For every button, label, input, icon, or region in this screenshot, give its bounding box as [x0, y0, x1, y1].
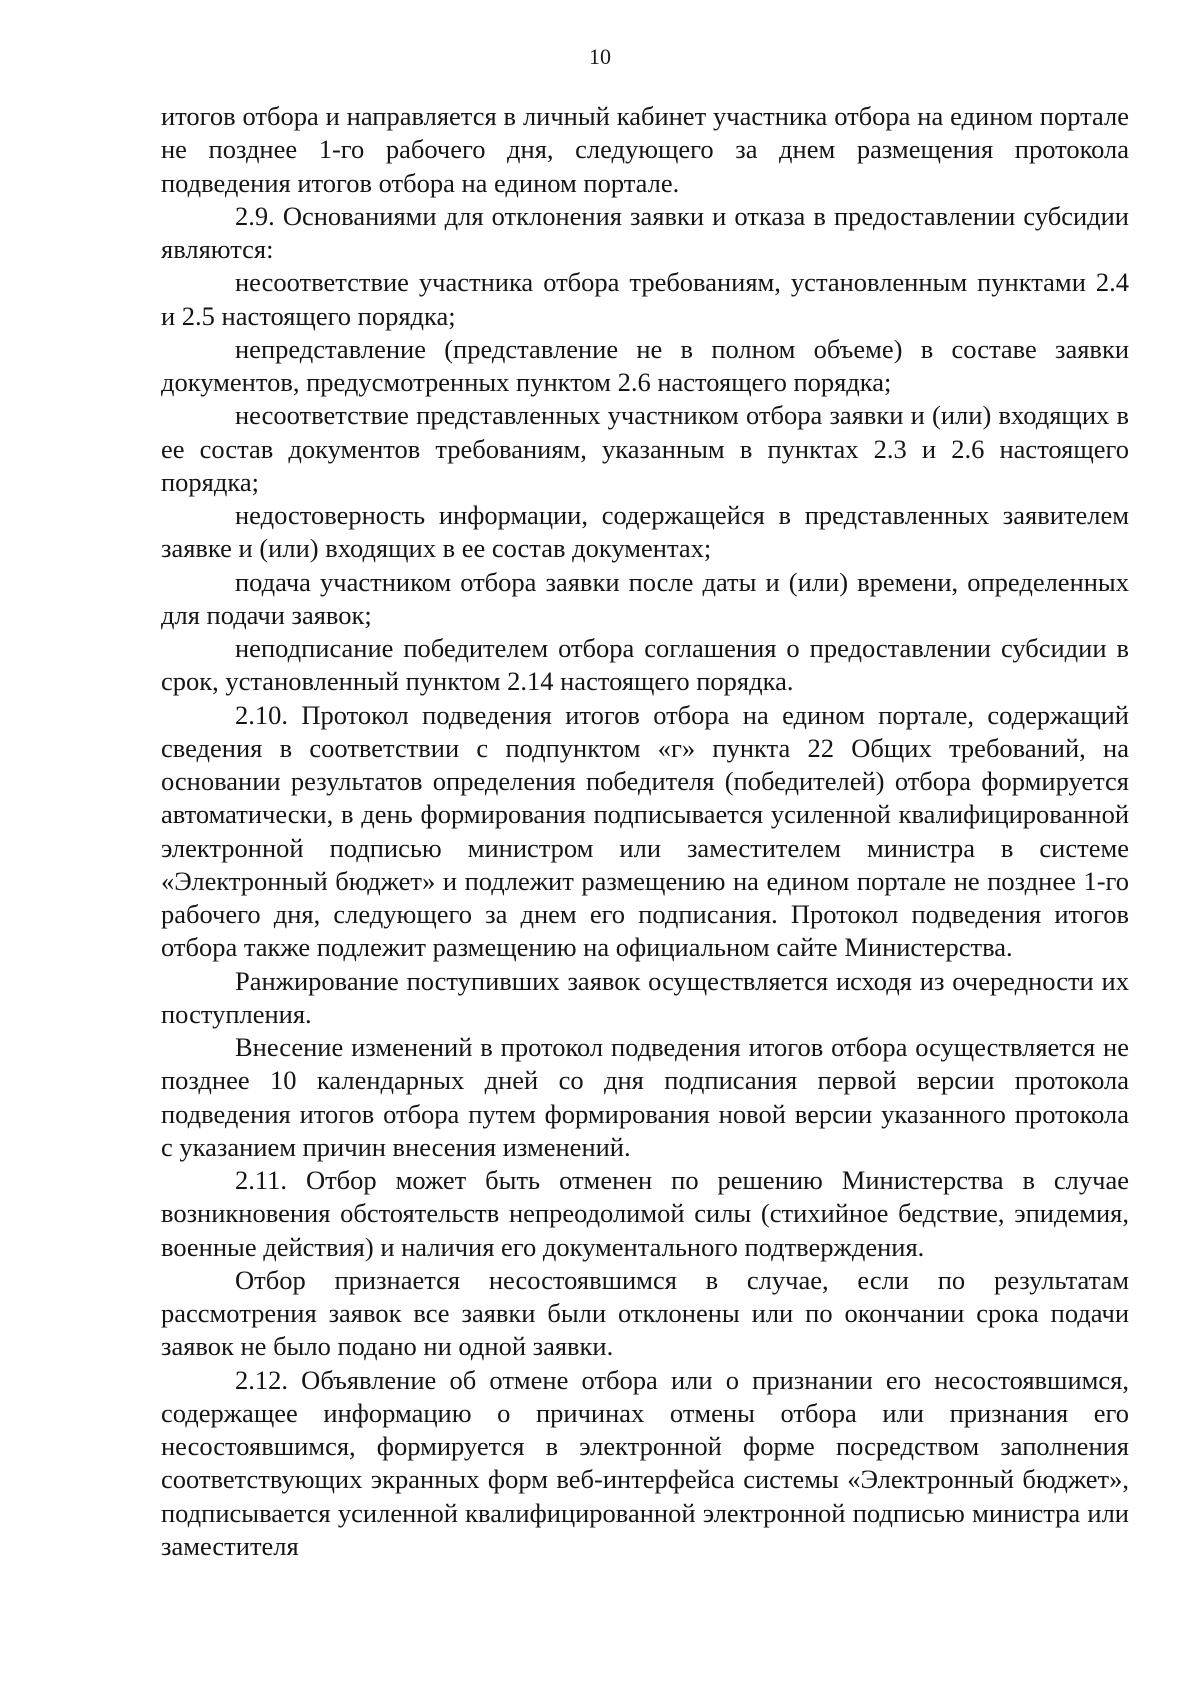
paragraph-2-9: 2.9. Основаниями для отклонения заявки и отказа в предоставлении субсидии являются: — [161, 200, 1129, 264]
list-item-ground-1: несоответствие участника отбора требованиям, установленным пунктами 2.4 и 2.5 настоящего порядка; — [161, 267, 1129, 331]
paragraph-2-10: 2.10. Протокол подведения итогов отбора на едином портале, содержащий сведения в соответствии с подпунктом «г» пункта 22 Общих требований, на основании результатов определения победителя (победителей) отбора формируется автоматически, в день формирования подписывается усиленной квалифицированной электронной подписью министром или заместителем министра в системе «Электронный бюджет» и подлежит размещению на едином портале не позднее 1-го рабочего дня, следующего за днем его подписания. Протокол подведения итогов отбора также подлежит размещению на официальном сайте Министерства. — [161, 699, 1129, 963]
paragraph-ranking: Ранжирование поступивших заявок осуществляется исходя из очередности их поступления. — [161, 965, 1129, 1029]
list-item-ground-4: недостоверность информации, содержащейся в представленных заявителем заявке и (или) входящих в ее состав документах; — [161, 500, 1129, 564]
list-item-ground-6: неподписание победителем отбора соглашения о предоставлении субсидии в срок, установленный пунктом 2.14 настоящего порядка. — [161, 633, 1129, 697]
paragraph-2-11: 2.11. Отбор может быть отменен по решению Министерства в случае возникновения обстоятельств непреодолимой силы (стихийное бедствие, эпидемия, военные действия) и наличия его документального подтверждения. — [161, 1165, 1129, 1262]
document-body — [161, 100, 1129, 1563]
paragraph-failed-selection: Отбор признается несостоявшимся в случае, если по результатам рассмотрения заявок все заявки были отклонены или по окончании срока подачи заявок не было подано ни одной заявки. — [161, 1264, 1129, 1362]
list-item-ground-2: непредставление (представление не в полном объеме) в составе заявки документов, предусмотренных пунктом 2.6 настоящего порядка; — [161, 333, 1129, 397]
paragraph-continuation: итогов отбора и направляется в личный кабинет участника отбора на едином портале не позднее 1-го рабочего дня, следующего за днем размещения протокола подведения итогов отбора на едином портале. — [161, 101, 1129, 198]
page-number: 10 — [589, 44, 611, 69]
list-item-ground-5: подача участником отбора заявки после даты и (или) времени, определенных для подачи заявок; — [161, 566, 1129, 630]
list-item-ground-3: несоответствие представленных участником отбора заявки и (или) входящих в ее состав документов требованиям, указанным в пунктах 2.3 и 2.6 настоящего порядка; — [161, 400, 1129, 497]
paragraph-protocol-changes: Внесение изменений в протокол подведения итогов отбора осуществляется не позднее 10 календарных дней со дня подписания первой версии протокола подведения итогов отбора путем формирования новой версии указанного протокола с указанием причин внесения изменений. — [161, 1032, 1129, 1162]
paragraph-2-12: 2.12. Объявление об отмене отбора или о признании его несостоявшимся, содержащее информацию о причинах отмены отбора или признания его несостоявшимся, формируется в электронной форме посредством заполнения соответствующих экранных форм веб-интерфейса системы «Электронный бюджет», подписывается усиленной квалифицированной электронной подписью министра или заместителя — [161, 1364, 1129, 1561]
